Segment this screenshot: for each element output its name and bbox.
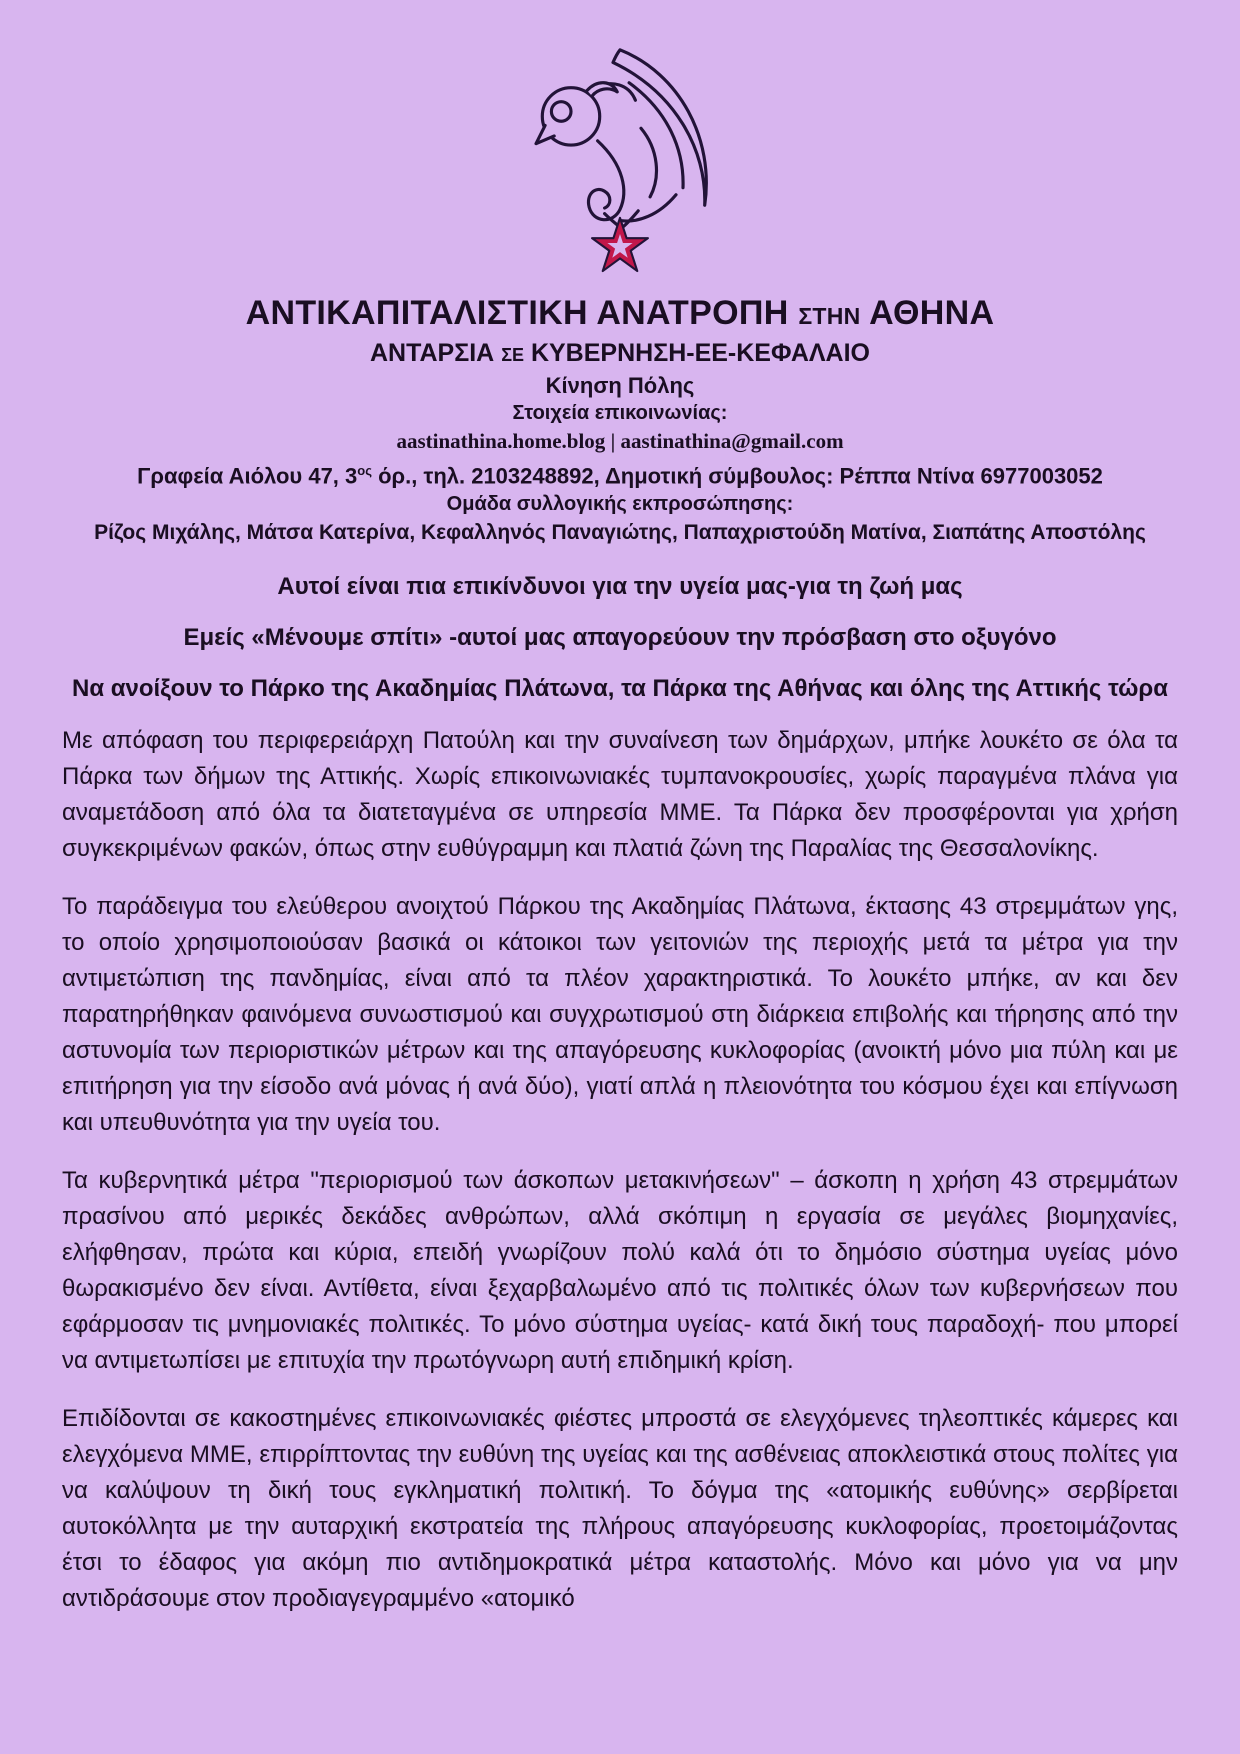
contact-line (0, 427, 1240, 456)
office-address-prefix: Γραφεία Αιόλου 47, 3 (137, 463, 358, 489)
org-title (0, 292, 1240, 337)
movement-name: Κίνηση Πόλης (545, 373, 695, 398)
contact-info-label: Στοιχεία επικοινωνίας: (512, 402, 728, 424)
org-subtitle (0, 337, 1240, 371)
slogan-heading-1: Αυτοί είναι πια επικίνδυνοι για την υγεία μας-για τη ζωή μας (277, 573, 963, 601)
blog-address: aastinathina.home.blog (396, 429, 606, 453)
representation-group-label: Ομάδα συλλογικής εκπροσώπησης: (446, 493, 794, 516)
office-address-line (0, 456, 1240, 491)
floor-ordinal: ος (357, 463, 372, 478)
slogan-heading-2: Εμείς «Μένουμε σπίτι» -αυτοί μας απαγορεύουν την πρόσβαση στο οξυγόνο (183, 624, 1057, 652)
owl-star-logo-icon (515, 44, 725, 286)
body-paragraph-3: Τα κυβερνητικά μέτρα "περιορισμού των άσκοπων μετακινήσεων" – άσκοπη η χρήση 43 στρεμμάτων πρασίνου από μερικές δεκάδες ανθρώπων, αλλά σκόπιμη η εργασία σε μεγάλες βιομηχανίες, ελήφθησαν, πρώτα και κύρια, επειδή γνωρίζουν πολύ καλά ότι το δημόσιο σύστημα υγείας μόνο θωρακισμένο δεν είναι. Αντίθετα, είναι ξεχαρβαλωμένο από τις πολιτικές όλων των κυβερνήσεων που εφάρμοσαν τις μνημονιακές πολιτικές. Το μόνο σύστημα υγείας- κατά δική τους παραδοχή- που μπορεί να αντιμετωπίσει με επιτυχία την πρωτόγνωρη αυτή επιδημική κρίση. (62, 1167, 1178, 1375)
contact-separator: | (610, 429, 616, 453)
logo-container (0, 44, 1240, 286)
body-paragraph-1: Με απόφαση του περιφερειάρχη Πατούλη και την συναίνεση των δημάρχων, μπήκε λουκέτο σε όλα τα Πάρκα των δήμων της Αττικής. Χωρίς επικοινωνιακές τυμπανοκρουσίες, χωρίς παραγμένα πλάνα για αναμετάδοση από όλα τα διατεταγμένα σε υπηρεσία ΜΜΕ. Τα Πάρκα δεν προσφέρονται για χρήση συγκεκριμένων φακών, όπως στην ευθύγραμμη και πλατιά ζώνη της Παραλίας της Θεσσαλονίκης. (62, 727, 1178, 863)
body-paragraph-4: Επιδίδονται σε κακοστημένες επικοινωνιακές φιέστες μπροστά σε ελεγχόμενες τηλεοπτικές κάμερες και ελεγχόμενα ΜΜΕ, επιρρίπτοντας την ευθύνη της υγείας και της ασθένειας αποκλειστικά στους πολίτες για να καλύψουν τη δική τους εγκληματική πολιτική. Το δόγμα της «ατομικής ευθύνης» σερβίρεται αυτοκόλλητα με την αυταρχική εκστρατεία της πλήρους απαγόρευσης κυκλοφορίας, προετοιμάζοντας έτσι το έδαφος για ακόμη πιο αντιδημοκρατικά μέτρα καταστολής. Μόνο και μόνο για να μην αντιδράσουμε στον προδιαγεγραμμένο «ατομικό (62, 1405, 1178, 1613)
org-title-main: ΑΝΤΙΚΑΠΙΤΑΛΙΣΤΙΚΗ ΑΝΑΤΡΟΠΗ (245, 294, 789, 332)
org-title-connector: ΣΤΗΝ (798, 303, 861, 329)
org-subtitle-connector: ΣΕ (501, 345, 524, 365)
org-title-city: ΑΘΗΝΑ (869, 294, 995, 332)
org-subtitle-main: ΑΝΤΑΡΣΙΑ (369, 339, 495, 367)
email-address: aastinathina@gmail.com (620, 429, 844, 453)
office-address-suffix: όρ., τηλ. 2103248892, Δημοτική σύμβουλος: Ρέππα Ντίνα 6977003052 (378, 463, 1103, 489)
representation-group-names: Ρίζος Μιχάλης, Μάτσα Κατερίνα, Κεφαλληνός Παναγιώτης, Παπαχριστούδη Ματίνα, Σιαπάτης Αποστόλης (94, 521, 1146, 545)
red-star-icon (592, 218, 648, 271)
body-paragraph-2: Το παράδειγμα του ελεύθερου ανοιχτού Πάρκου της Ακαδημίας Πλάτωνα, έκτασης 43 στρεμμάτων γης, το οποίο χρησιμοποιούσαν βασικά οι κάτοικοι των γειτονιών της περιοχής μετά τα μέτρα για την αντιμετώπιση της πανδημίας, είναι από τα πλέον χαρακτηριστικά. Το λουκέτο μπήκε, αν και δεν παρατηρήθηκαν φαινόμενα συνωστισμού και συγχρωτισμού στη διάρκεια επιβολής και τήρησης από την αστυνομία των περιοριστικών μέτρων και της απαγόρευσης κυκλοφορίας (ανοικτή μόνο μια πύλη και με επιτήρηση για την είσοδο ανά μόνας ή ανά δύο), γιατί απλά η πλειονότητα του κόσμου έχει και επίγνωση και υπευθυνότητα για την υγεία του. (62, 893, 1178, 1137)
slogan-heading-3: Να ανοίξουν το Πάρκο της Ακαδημίας Πλάτωνα, τα Πάρκα της Αθήνας και όλης της Αττικής τώρα (71, 675, 1168, 703)
org-subtitle-target: ΚΥΒΕΡΝΗΣΗ-ΕΕ-ΚΕΦΑΛΑΙΟ (530, 339, 871, 367)
